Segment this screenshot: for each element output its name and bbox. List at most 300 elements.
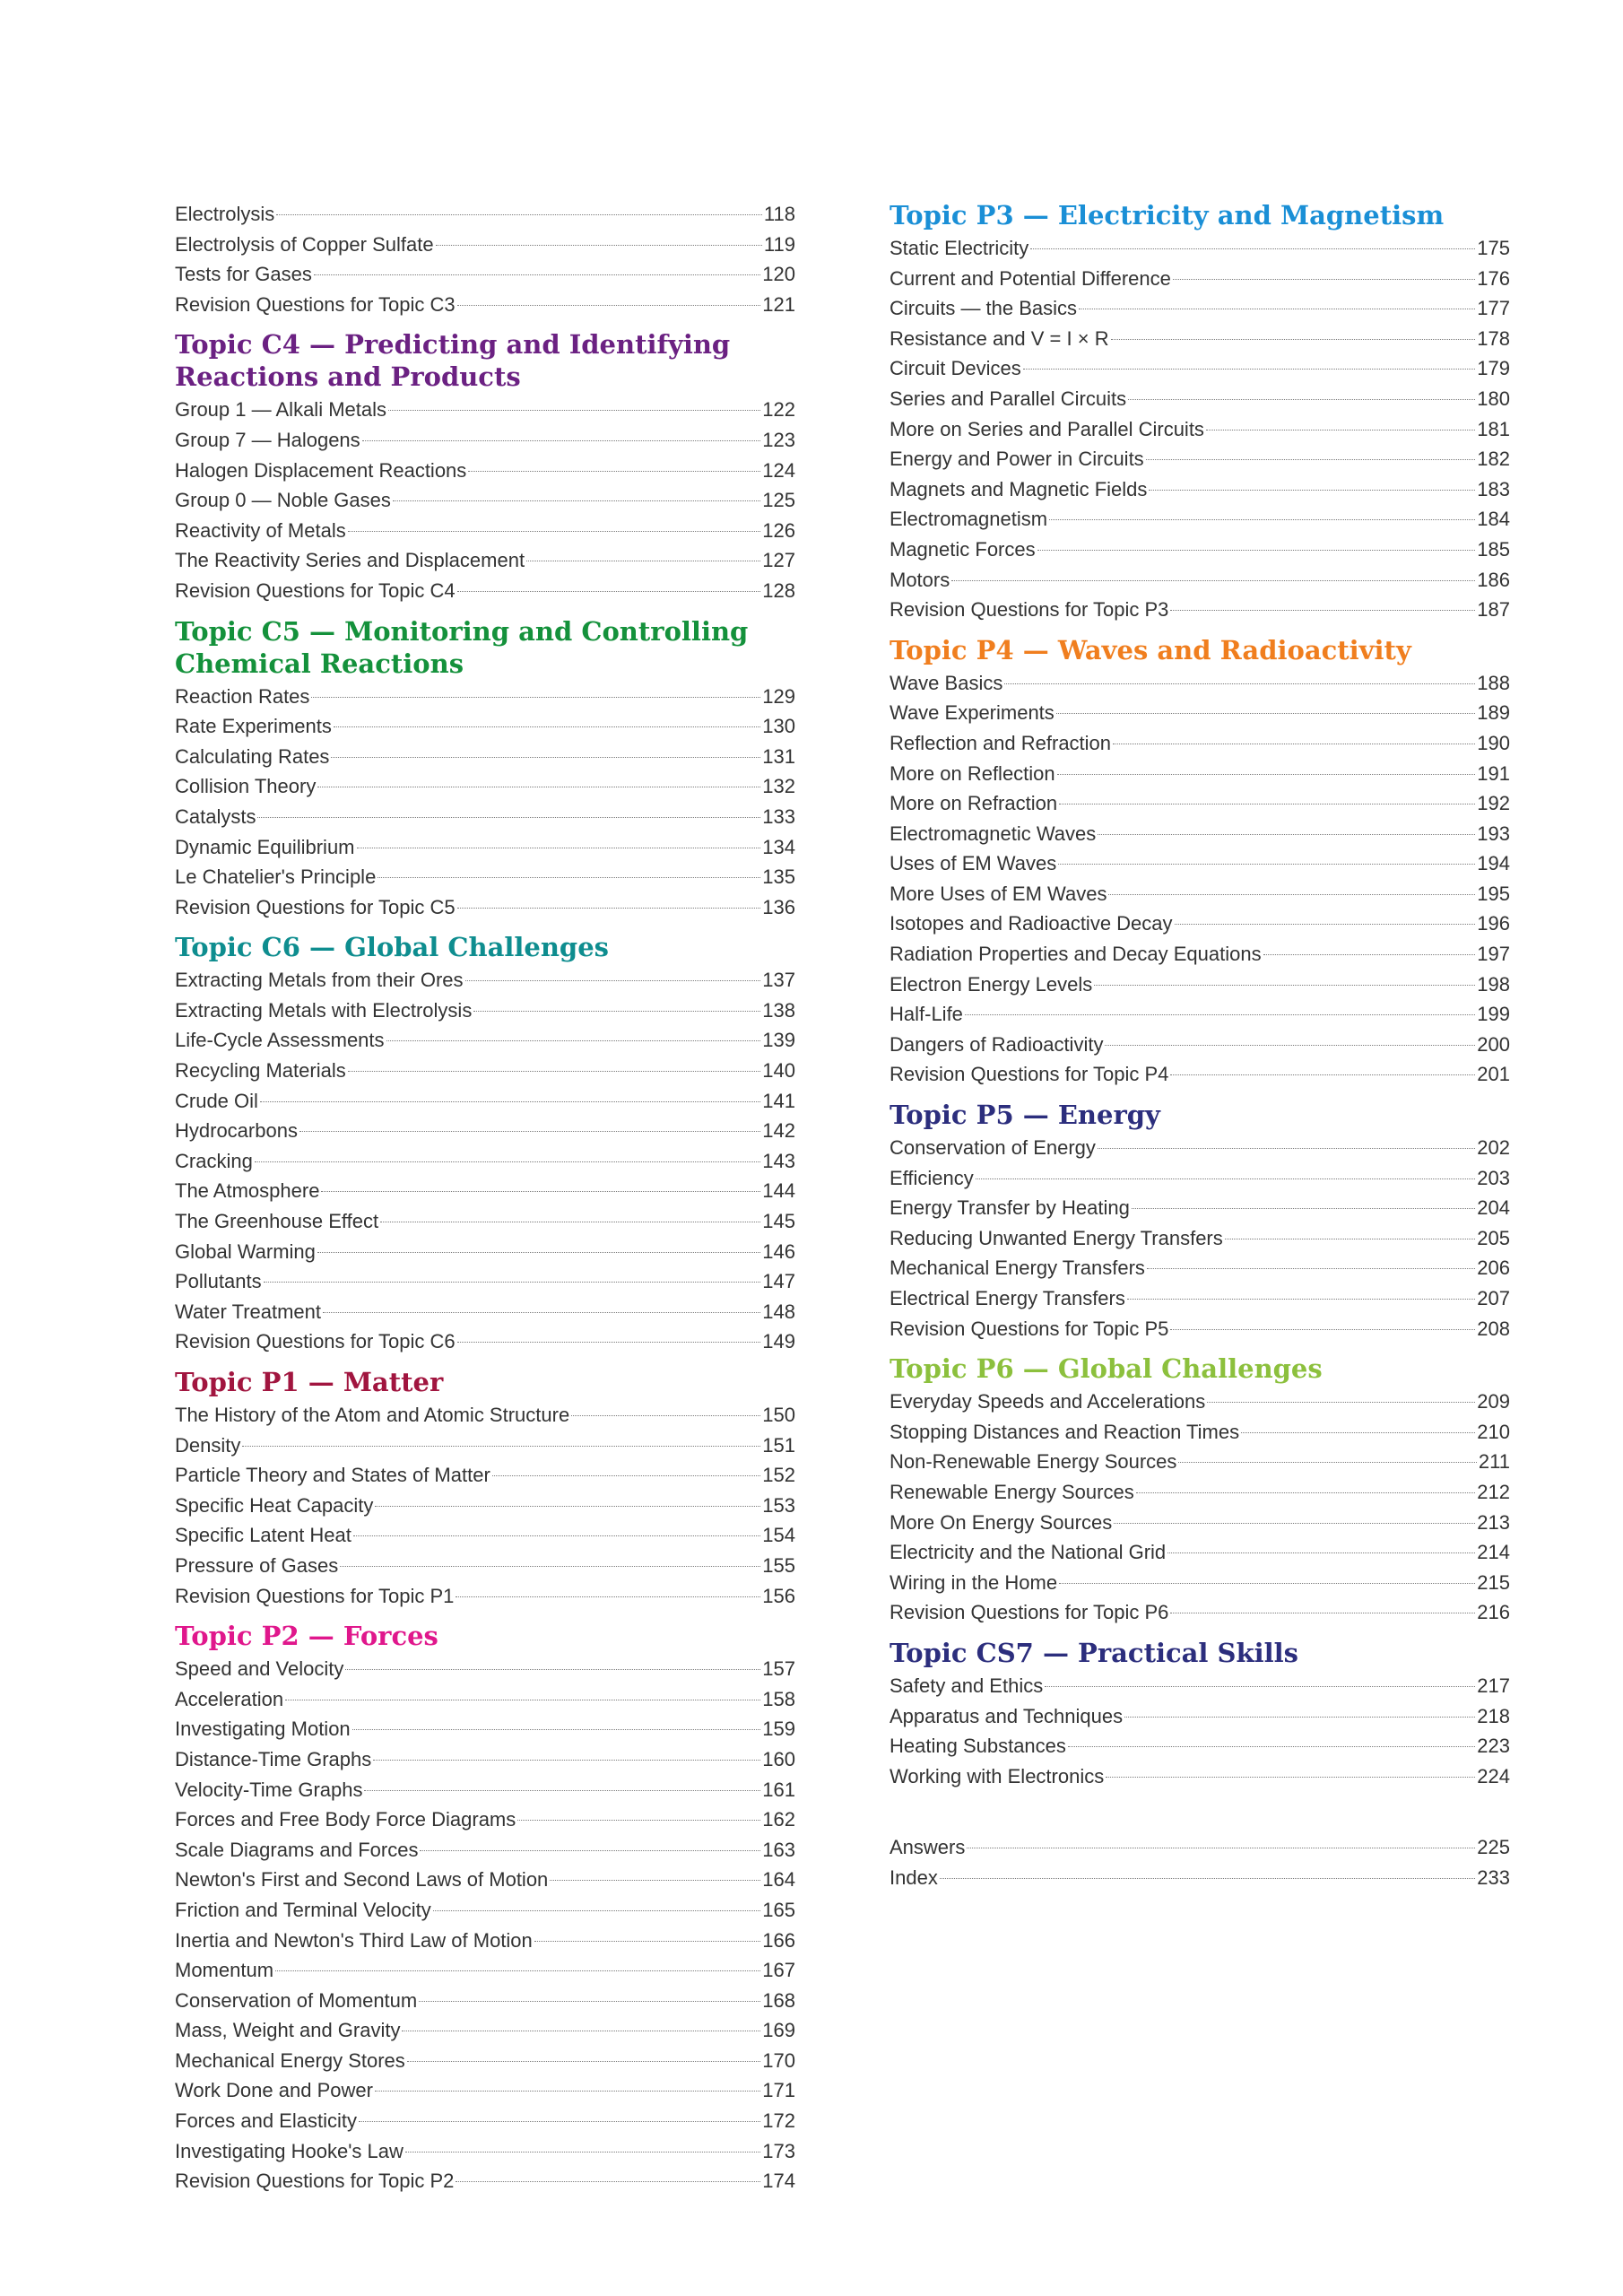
entry-title: Forces and Elasticity: [175, 2109, 357, 2133]
page-number: 216: [1477, 1601, 1510, 1624]
page-number: 131: [762, 744, 795, 768]
toc-entry[interactable]: [175, 1714, 795, 1744]
toc-entry[interactable]: [175, 996, 795, 1026]
toc-entry[interactable]: [175, 1491, 795, 1521]
entry-title: Water Treatment: [175, 1300, 322, 1323]
toc-entry[interactable]: [175, 290, 795, 320]
dot-leader: [257, 817, 760, 818]
toc-entry[interactable]: [890, 535, 1510, 565]
entry-title: Density: [175, 1433, 241, 1457]
dot-leader: [393, 500, 760, 501]
page-number: 145: [762, 1210, 795, 1233]
toc-entry[interactable]: [890, 879, 1510, 909]
toc-entry[interactable]: [890, 1537, 1510, 1568]
entry-title: Revision Questions for Topic P5: [890, 1317, 1169, 1340]
page-number: 210: [1477, 1420, 1510, 1443]
dot-leader: [517, 1820, 760, 1821]
page-number: 128: [762, 578, 795, 602]
toc-entry[interactable]: [890, 1223, 1510, 1254]
toc-entry[interactable]: [890, 1193, 1510, 1223]
dot-leader: [1124, 1717, 1475, 1718]
toc-entry[interactable]: [175, 1835, 795, 1866]
dot-leader: [375, 2091, 760, 2092]
page-number: 176: [1477, 266, 1510, 290]
toc-entry[interactable]: [175, 1581, 795, 1612]
page-number: 183: [1477, 477, 1510, 500]
page-number: 165: [762, 1898, 795, 1921]
dot-leader: [1207, 1402, 1475, 1403]
toc-entry[interactable]: [890, 1863, 1510, 1893]
toc-entry[interactable]: [175, 1297, 795, 1327]
dot-leader: [492, 1475, 761, 1476]
entry-title: Pressure of Gases: [175, 1553, 339, 1577]
topic-heading: Topic CS7 — Practical Skills: [890, 1637, 1298, 1668]
dot-leader: [1132, 1208, 1475, 1209]
dot-leader: [1170, 610, 1475, 611]
toc-entry[interactable]: [175, 1986, 795, 2016]
entry-title: Revision Questions for Topic P6: [890, 1601, 1169, 1624]
toc-entry[interactable]: [890, 1731, 1510, 1761]
page-number: 163: [762, 1838, 795, 1861]
toc-entry[interactable]: [890, 848, 1510, 879]
page-number: 178: [1477, 326, 1510, 350]
entry-title: Energy Transfer by Heating: [890, 1196, 1130, 1220]
toc-entry[interactable]: [175, 771, 795, 802]
toc-entry[interactable]: [175, 682, 795, 712]
toc-entry[interactable]: [890, 1701, 1510, 1732]
toc-entry[interactable]: [890, 909, 1510, 939]
entry-title: Momentum: [175, 1959, 274, 1982]
entry-title: Work Done and Power: [175, 2079, 373, 2102]
toc-entry[interactable]: [890, 1597, 1510, 1628]
dot-leader: [1149, 490, 1475, 491]
entry-title: Apparatus and Techniques: [890, 1704, 1124, 1727]
page-number: 214: [1477, 1541, 1510, 1564]
entry-title: Isotopes and Radioactive Decay: [890, 912, 1173, 935]
entry-title: Crude Oil: [175, 1089, 258, 1112]
toc-entry[interactable]: [890, 1059, 1510, 1090]
page-number: 199: [1477, 1003, 1510, 1026]
page-number: 150: [762, 1404, 795, 1426]
toc-column-left: [175, 199, 795, 2205]
topic-heading: Topic P2 — Forces: [175, 1621, 438, 1652]
toc-entry[interactable]: [175, 1266, 795, 1297]
toc-entry[interactable]: [890, 970, 1510, 1000]
page-number: 213: [1477, 1510, 1510, 1534]
entry-title: Half-Life: [890, 1003, 963, 1026]
dot-leader: [457, 591, 761, 592]
toc-entry[interactable]: [890, 759, 1510, 789]
page-number: 196: [1477, 912, 1510, 935]
page-number: 202: [1477, 1136, 1510, 1160]
toc-entry[interactable]: [175, 485, 795, 516]
dot-leader: [1045, 1686, 1475, 1687]
toc-entry[interactable]: [890, 1030, 1510, 1060]
toc-entry[interactable]: [890, 999, 1510, 1030]
dot-leader: [1049, 519, 1475, 520]
toc-entry[interactable]: [175, 1520, 795, 1551]
dot-leader: [276, 214, 762, 215]
toc-entry[interactable]: [175, 802, 795, 832]
entry-title: Electrolysis: [175, 203, 275, 225]
dot-leader: [1056, 713, 1475, 714]
toc-entry[interactable]: [175, 1955, 795, 1986]
toc-entry[interactable]: [890, 728, 1510, 759]
toc-entry[interactable]: [175, 516, 795, 546]
dot-leader: [373, 1760, 760, 1761]
toc-entry[interactable]: [890, 1417, 1510, 1448]
dot-leader: [348, 1071, 761, 1072]
toc-entry[interactable]: [890, 1568, 1510, 1598]
entry-title: Motors: [890, 568, 950, 591]
toc-entry[interactable]: [175, 1744, 795, 1775]
toc-entry[interactable]: [890, 324, 1510, 354]
toc-column-right: [890, 199, 1510, 1902]
topic-heading: Topic P1 — Matter: [175, 1367, 444, 1397]
page-number: 172: [762, 2109, 795, 2133]
toc-entry[interactable]: [890, 1133, 1510, 1163]
toc-entry[interactable]: [175, 2166, 795, 2196]
toc-entry[interactable]: [890, 1508, 1510, 1538]
dot-leader: [331, 757, 760, 758]
dot-leader: [323, 1312, 760, 1313]
toc-entry[interactable]: [890, 1761, 1510, 1792]
page-number: 154: [762, 1524, 795, 1547]
entry-title: Renewable Energy Sources: [890, 1480, 1134, 1503]
page-number: 200: [1477, 1032, 1510, 1056]
dot-leader: [1004, 683, 1475, 684]
dot-leader: [314, 274, 760, 275]
page-number: 140: [762, 1059, 795, 1083]
entry-title: Investigating Motion: [175, 1718, 351, 1741]
toc-entry[interactable]: [175, 1116, 795, 1146]
entry-title: Revision Questions for Topic C3: [175, 292, 456, 316]
entry-title: Reactivity of Metals: [175, 518, 346, 542]
entry-title: Calculating Rates: [175, 744, 330, 768]
entry-title: Hydrocarbons: [175, 1119, 298, 1143]
page-number: 161: [762, 1778, 795, 1801]
dot-leader: [375, 1506, 760, 1507]
page-number: 137: [762, 969, 795, 992]
page-number: 186: [1477, 568, 1510, 591]
page-number: 162: [762, 1808, 795, 1831]
toc-entry[interactable]: [175, 965, 795, 996]
toc-entry[interactable]: [175, 1056, 795, 1086]
toc-entry[interactable]: [890, 668, 1510, 699]
dot-leader: [473, 1011, 760, 1012]
page-number: 143: [762, 1149, 795, 1172]
toc-entry[interactable]: [175, 711, 795, 742]
toc-entry[interactable]: [175, 1926, 795, 1956]
entry-title: Distance-Time Graphs: [175, 1747, 372, 1770]
page-number: 135: [762, 865, 795, 889]
dot-leader: [457, 908, 761, 909]
dot-leader: [550, 1880, 760, 1881]
entry-title: Non-Renewable Energy Sources: [890, 1450, 1177, 1474]
entry-title: Current and Potential Difference: [890, 266, 1171, 290]
entry-title: Mechanical Energy Transfers: [890, 1257, 1145, 1280]
entry-title: Circuits — the Basics: [890, 297, 1078, 320]
toc-entry[interactable]: [890, 504, 1510, 535]
page-number: 193: [1477, 822, 1510, 845]
toc-entry[interactable]: [175, 1237, 795, 1267]
toc-section-topic-p3: [890, 199, 1510, 625]
page-number: 166: [762, 1928, 795, 1952]
page-number: 120: [762, 263, 795, 286]
page-number: 139: [762, 1029, 795, 1052]
toc-entry[interactable]: [890, 1832, 1510, 1863]
entry-title: Dynamic Equilibrium: [175, 835, 355, 858]
entry-title: Dangers of Radioactivity: [890, 1032, 1104, 1056]
page-number: 197: [1477, 943, 1510, 966]
entry-title: Answers: [890, 1836, 966, 1859]
entry-title: Revision Questions for Topic C6: [175, 1330, 456, 1353]
entry-title: Index: [890, 1866, 938, 1889]
entry-title: Electrical Energy Transfers: [890, 1287, 1125, 1309]
page-number: 153: [762, 1493, 795, 1517]
toc-entry[interactable]: [175, 1775, 795, 1805]
toc-entry[interactable]: [175, 1146, 795, 1177]
toc-entry[interactable]: [890, 444, 1510, 474]
toc-entry[interactable]: [175, 259, 795, 290]
page-number: 164: [762, 1868, 795, 1892]
toc-entry[interactable]: [890, 384, 1510, 414]
toc-entry[interactable]: [175, 1400, 795, 1431]
entry-title: Magnetic Forces: [890, 537, 1036, 561]
toc-entry[interactable]: [890, 233, 1510, 264]
dot-leader: [242, 1446, 760, 1447]
dot-leader: [951, 580, 1475, 581]
dot-leader: [1057, 774, 1476, 775]
entry-title: Series and Parallel Circuits: [890, 387, 1127, 410]
toc-entry[interactable]: [175, 1805, 795, 1835]
toc-entry[interactable]: [175, 199, 795, 230]
toc-entry[interactable]: [175, 742, 795, 772]
toc-entry[interactable]: [175, 1206, 795, 1237]
entry-title: Efficiency: [890, 1166, 974, 1189]
entry-title: More on Reflection: [890, 761, 1055, 785]
topic-heading: Topic P5 — Energy: [890, 1100, 1160, 1131]
toc-entry[interactable]: [175, 1684, 795, 1715]
toc-entry[interactable]: [175, 545, 795, 576]
topic-heading: Topic P3 — Electricity and Magnetism: [890, 200, 1445, 230]
page-number: 233: [1477, 1866, 1510, 1889]
dot-leader: [457, 305, 761, 306]
dot-leader: [264, 1282, 761, 1283]
entry-title: Revision Questions for Topic P4: [890, 1063, 1169, 1086]
toc-entry[interactable]: [890, 698, 1510, 728]
page-number: 191: [1477, 761, 1510, 785]
toc-entry[interactable]: [890, 1477, 1510, 1508]
entry-title: Forces and Free Body Force Diagrams: [175, 1808, 516, 1831]
page-number: 147: [762, 1270, 795, 1293]
toc-entry[interactable]: [890, 264, 1510, 294]
toc-entry[interactable]: [175, 862, 795, 892]
toc-entry[interactable]: [175, 1551, 795, 1581]
page-number: 146: [762, 1239, 795, 1263]
toc-entry[interactable]: [890, 1387, 1510, 1417]
toc-entry[interactable]: [890, 788, 1510, 819]
page-number: 125: [762, 489, 795, 512]
entry-title: Electromagnetic Waves: [890, 822, 1097, 845]
dot-leader: [433, 1910, 761, 1911]
page-number: 142: [762, 1119, 795, 1143]
entry-title: Velocity-Time Graphs: [175, 1778, 363, 1801]
dot-leader: [1178, 1462, 1477, 1463]
toc-entry[interactable]: [175, 1025, 795, 1056]
entry-title: Revision Questions for Topic P3: [890, 598, 1169, 622]
dot-leader: [1023, 369, 1476, 370]
toc-entry[interactable]: [890, 819, 1510, 849]
entry-title: Life-Cycle Assessments: [175, 1029, 385, 1052]
toc-entry[interactable]: [175, 230, 795, 260]
toc-entry[interactable]: [175, 2015, 795, 2046]
page-number: 218: [1477, 1704, 1510, 1727]
page-number: 151: [762, 1433, 795, 1457]
toc-entry[interactable]: [890, 1671, 1510, 1701]
page-number: 188: [1477, 671, 1510, 694]
page-number: 217: [1477, 1674, 1510, 1697]
page-number: 148: [762, 1300, 795, 1323]
entry-title: Electron Energy Levels: [890, 972, 1093, 996]
dot-leader: [1173, 279, 1475, 280]
toc-entry[interactable]: [175, 1865, 795, 1895]
entry-title: Revision Questions for Topic C4: [175, 578, 456, 602]
dot-leader: [275, 1970, 760, 1971]
page-number: 182: [1477, 448, 1510, 471]
topic-heading: Topic P6 — Global Challenges: [890, 1353, 1323, 1385]
toc-entry[interactable]: [890, 414, 1510, 445]
toc-entry[interactable]: [890, 1314, 1510, 1344]
page-number: 160: [762, 1747, 795, 1770]
toc-entry[interactable]: [175, 395, 795, 425]
page-number: 180: [1477, 387, 1510, 410]
toc-entry[interactable]: [175, 1654, 795, 1684]
dot-leader: [457, 1342, 761, 1343]
entry-title: Revision Questions for Topic P2: [175, 2170, 455, 2193]
dot-leader: [348, 531, 761, 532]
entry-title: Halogen Displacement Reactions: [175, 458, 467, 482]
page-number: 167: [762, 1959, 795, 1982]
page-number: 158: [762, 1687, 795, 1710]
dot-leader: [571, 1415, 760, 1416]
entry-title: The Greenhouse Effect: [175, 1210, 379, 1233]
toc-entry[interactable]: [175, 2106, 795, 2136]
page-number: 156: [762, 1584, 795, 1607]
dot-leader: [456, 1596, 760, 1597]
toc-entry[interactable]: [890, 1447, 1510, 1477]
page-number: 173: [762, 2139, 795, 2162]
toc-entry[interactable]: [175, 1895, 795, 1926]
dot-leader: [976, 1178, 1476, 1179]
toc-entry[interactable]: [890, 565, 1510, 596]
dot-leader: [378, 877, 760, 878]
toc-entry[interactable]: [175, 1431, 795, 1461]
toc-entry[interactable]: [175, 425, 795, 456]
dot-leader: [1037, 550, 1476, 551]
dot-leader: [1136, 1492, 1476, 1493]
entry-title: Specific Heat Capacity: [175, 1493, 374, 1517]
toc-section-topic-p6: [890, 1352, 1510, 1628]
page-number: 132: [762, 775, 795, 798]
toc-entry[interactable]: [890, 293, 1510, 324]
toc-entry[interactable]: [175, 1176, 795, 1206]
toc-entry[interactable]: [890, 353, 1510, 384]
entry-title: Catalysts: [175, 804, 256, 828]
dot-leader: [1094, 985, 1475, 986]
toc-entry[interactable]: [175, 456, 795, 486]
toc-entry[interactable]: [890, 939, 1510, 970]
entry-title: Uses of EM Waves: [890, 852, 1057, 875]
toc-entry[interactable]: [175, 1326, 795, 1357]
page-number: 121: [762, 292, 795, 316]
dot-leader: [1098, 1148, 1475, 1149]
dot-leader: [1068, 1746, 1475, 1747]
toc-entry[interactable]: [890, 1283, 1510, 1314]
entry-title: Speed and Velocity: [175, 1657, 344, 1681]
topic-heading: Topic C6 — Global Challenges: [175, 932, 609, 963]
toc-entry[interactable]: [175, 1460, 795, 1491]
toc-section: [890, 1800, 1510, 1892]
entry-title: Circuit Devices: [890, 357, 1021, 380]
entry-title: The History of the Atom and Atomic Structure: [175, 1404, 570, 1426]
page-number: 211: [1478, 1450, 1510, 1474]
toc-entry[interactable]: [175, 892, 795, 923]
toc-entry[interactable]: [890, 595, 1510, 625]
toc-entry[interactable]: [890, 474, 1510, 505]
dot-leader: [362, 440, 761, 441]
entry-title: Newton's First and Second Laws of Motion: [175, 1868, 549, 1892]
entry-title: Extracting Metals from their Ores: [175, 969, 464, 992]
dot-leader: [1030, 248, 1475, 249]
toc-section-topic-cs7: [890, 1637, 1510, 1791]
dot-leader: [388, 410, 760, 411]
page-number: 175: [1477, 237, 1510, 259]
entry-title: Recycling Materials: [175, 1059, 346, 1083]
toc-entry[interactable]: [890, 1163, 1510, 1194]
toc-entry[interactable]: [175, 832, 795, 863]
entry-title: Electricity and the National Grid: [890, 1541, 1167, 1564]
dot-leader: [1128, 399, 1475, 400]
entry-title: Resistance and V = I × R: [890, 326, 1109, 350]
toc-entry[interactable]: [175, 1086, 795, 1117]
page-number: 208: [1477, 1317, 1510, 1340]
page-number: 205: [1477, 1226, 1510, 1249]
dot-leader: [1170, 1074, 1475, 1075]
entry-title: Collision Theory: [175, 775, 317, 798]
toc-entry[interactable]: [175, 576, 795, 606]
page-number: 138: [762, 998, 795, 1022]
toc-entry[interactable]: [175, 2136, 795, 2167]
entry-title: Energy and Power in Circuits: [890, 448, 1144, 471]
page-number: 118: [763, 203, 795, 225]
dot-leader: [359, 2121, 760, 2122]
toc-entry[interactable]: [175, 2046, 795, 2076]
toc-section-topic-p5: [890, 1099, 1510, 1344]
dot-leader: [1059, 1583, 1475, 1584]
page-number: 225: [1477, 1836, 1510, 1859]
entry-title: Le Chatelier's Principle: [175, 865, 377, 889]
dot-leader: [407, 2061, 760, 2062]
toc-entry[interactable]: [175, 2075, 795, 2106]
entry-title: More on Refraction: [890, 792, 1058, 815]
entry-title: Rate Experiments: [175, 715, 332, 738]
toc-entry[interactable]: [890, 1253, 1510, 1283]
entry-title: Investigating Hooke's Law: [175, 2139, 404, 2162]
dot-leader: [1147, 1268, 1475, 1269]
dot-leader: [1175, 924, 1476, 925]
page-number: 203: [1477, 1166, 1510, 1189]
